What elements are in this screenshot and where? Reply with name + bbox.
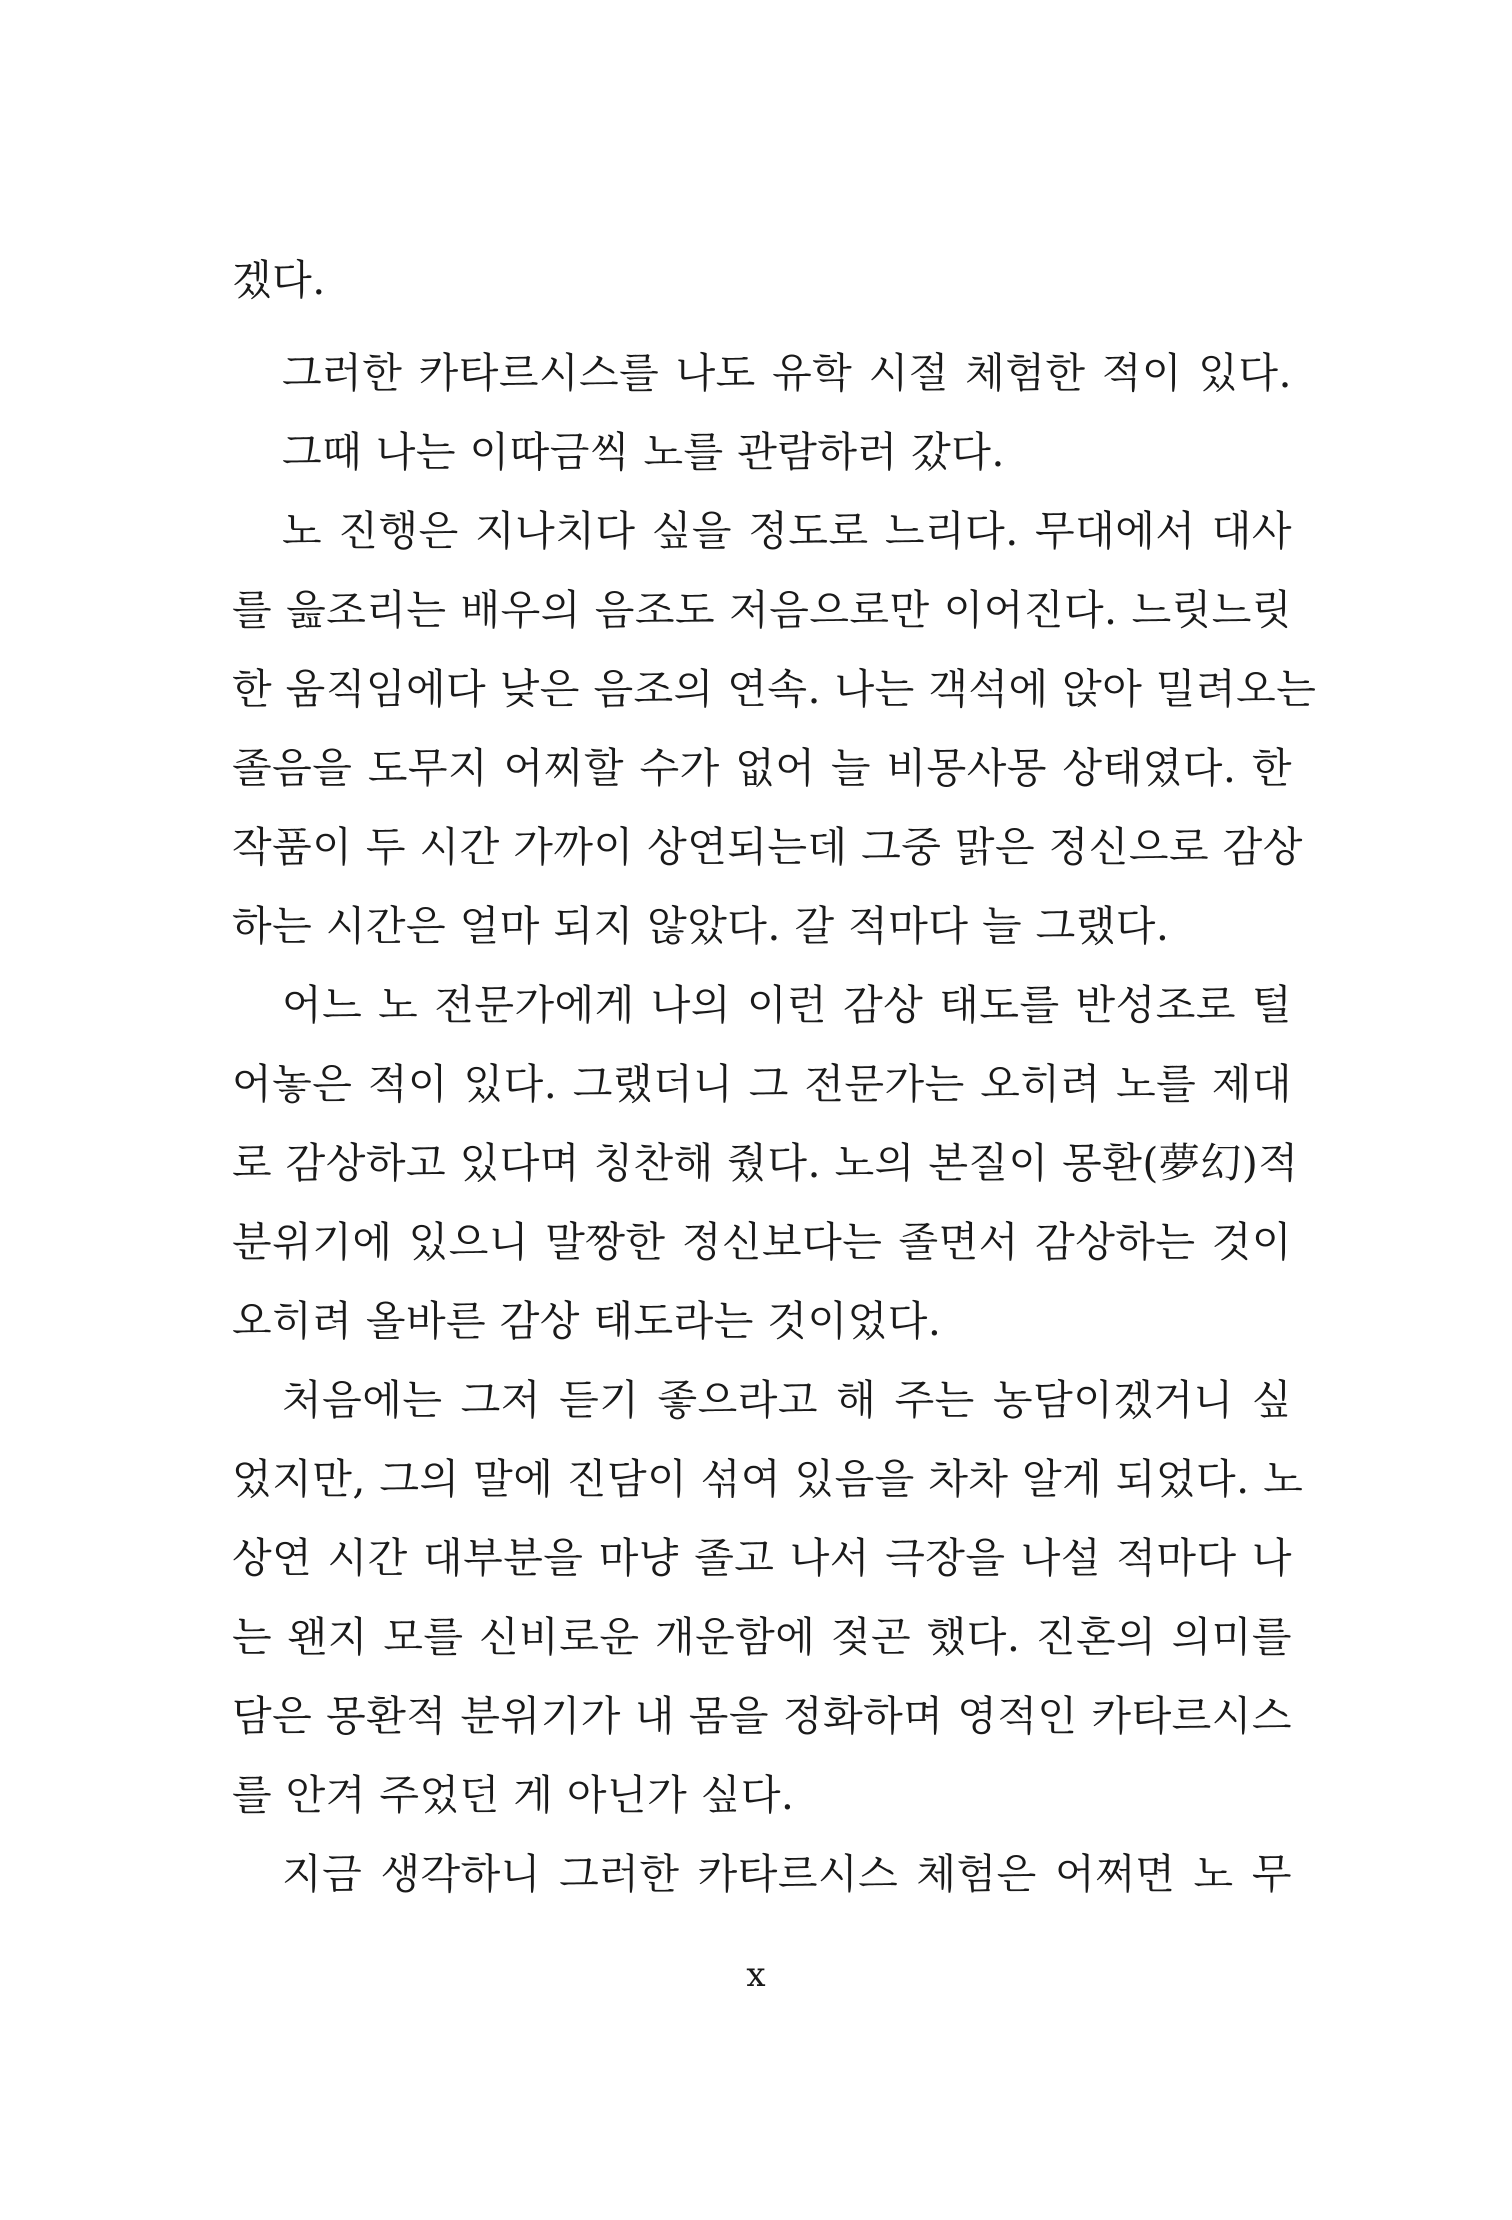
text-line: 오히려 올바른 감상 태도라는 것이었다. <box>232 1297 942 1345</box>
text-line: 졸음을 도무지 어찌할 수가 없어 늘 비몽사몽 상태였다. 한 <box>232 744 1292 792</box>
text-line-paragraph-start: 그때 나는 이따금씩 노를 관람하러 갔다. <box>282 428 1005 476</box>
text-line: 하는 시간은 얼마 되지 않았다. 갈 적마다 늘 그랬다. <box>232 902 1170 950</box>
text-line: 어놓은 적이 있다. 그랬더니 그 전문가는 오히려 노를 제대 <box>232 1060 1292 1108</box>
text-line-paragraph-start: 그러한 카타르시스를 나도 유학 시절 체험한 적이 있다. <box>282 349 1292 397</box>
page-number: x <box>746 1955 766 1995</box>
text-line: 는 왠지 모를 신비로운 개운함에 젖곤 했다. 진혼의 의미를 <box>232 1613 1292 1661</box>
text-line: 작품이 두 시간 가까이 상연되는데 그중 맑은 정신으로 감상 <box>232 823 1303 871</box>
text-line: 로 감상하고 있다며 칭찬해 줬다. 노의 본질이 몽환(夢幻)적 <box>232 1139 1299 1187</box>
text-line: 분위기에 있으니 말짱한 정신보다는 졸면서 감상하는 것이 <box>232 1218 1292 1266</box>
text-line: 상연 시간 대부분을 마냥 졸고 나서 극장을 나설 적마다 나 <box>232 1534 1292 1582</box>
text-line: 었지만, 그의 말에 진담이 섞여 있음을 차차 알게 되었다. 노 <box>232 1455 1304 1503</box>
text-line: 를 안겨 주었던 게 아닌가 싶다. <box>232 1771 795 1819</box>
text-line-paragraph-start: 지금 생각하니 그러한 카타르시스 체험은 어쩌면 노 무 <box>282 1850 1292 1898</box>
text-line-continuation: 겠다. <box>232 256 326 304</box>
text-line: 담은 몽환적 분위기가 내 몸을 정화하며 영적인 카타르시스 <box>232 1692 1292 1740</box>
text-line: 한 움직임에다 낮은 음조의 연속. 나는 객석에 앉아 밀려오는 <box>232 665 1317 713</box>
text-line-paragraph-start: 처음에는 그저 듣기 좋으라고 해 주는 농담이겠거니 싶 <box>282 1376 1292 1424</box>
text-line-paragraph-start: 어느 노 전문가에게 나의 이런 감상 태도를 반성조로 털 <box>282 981 1292 1029</box>
text-line: 를 읊조리는 배우의 음조도 저음으로만 이어진다. 느릿느릿 <box>232 586 1292 634</box>
text-line-paragraph-start: 노 진행은 지나치다 싶을 정도로 느리다. 무대에서 대사 <box>282 507 1292 555</box>
